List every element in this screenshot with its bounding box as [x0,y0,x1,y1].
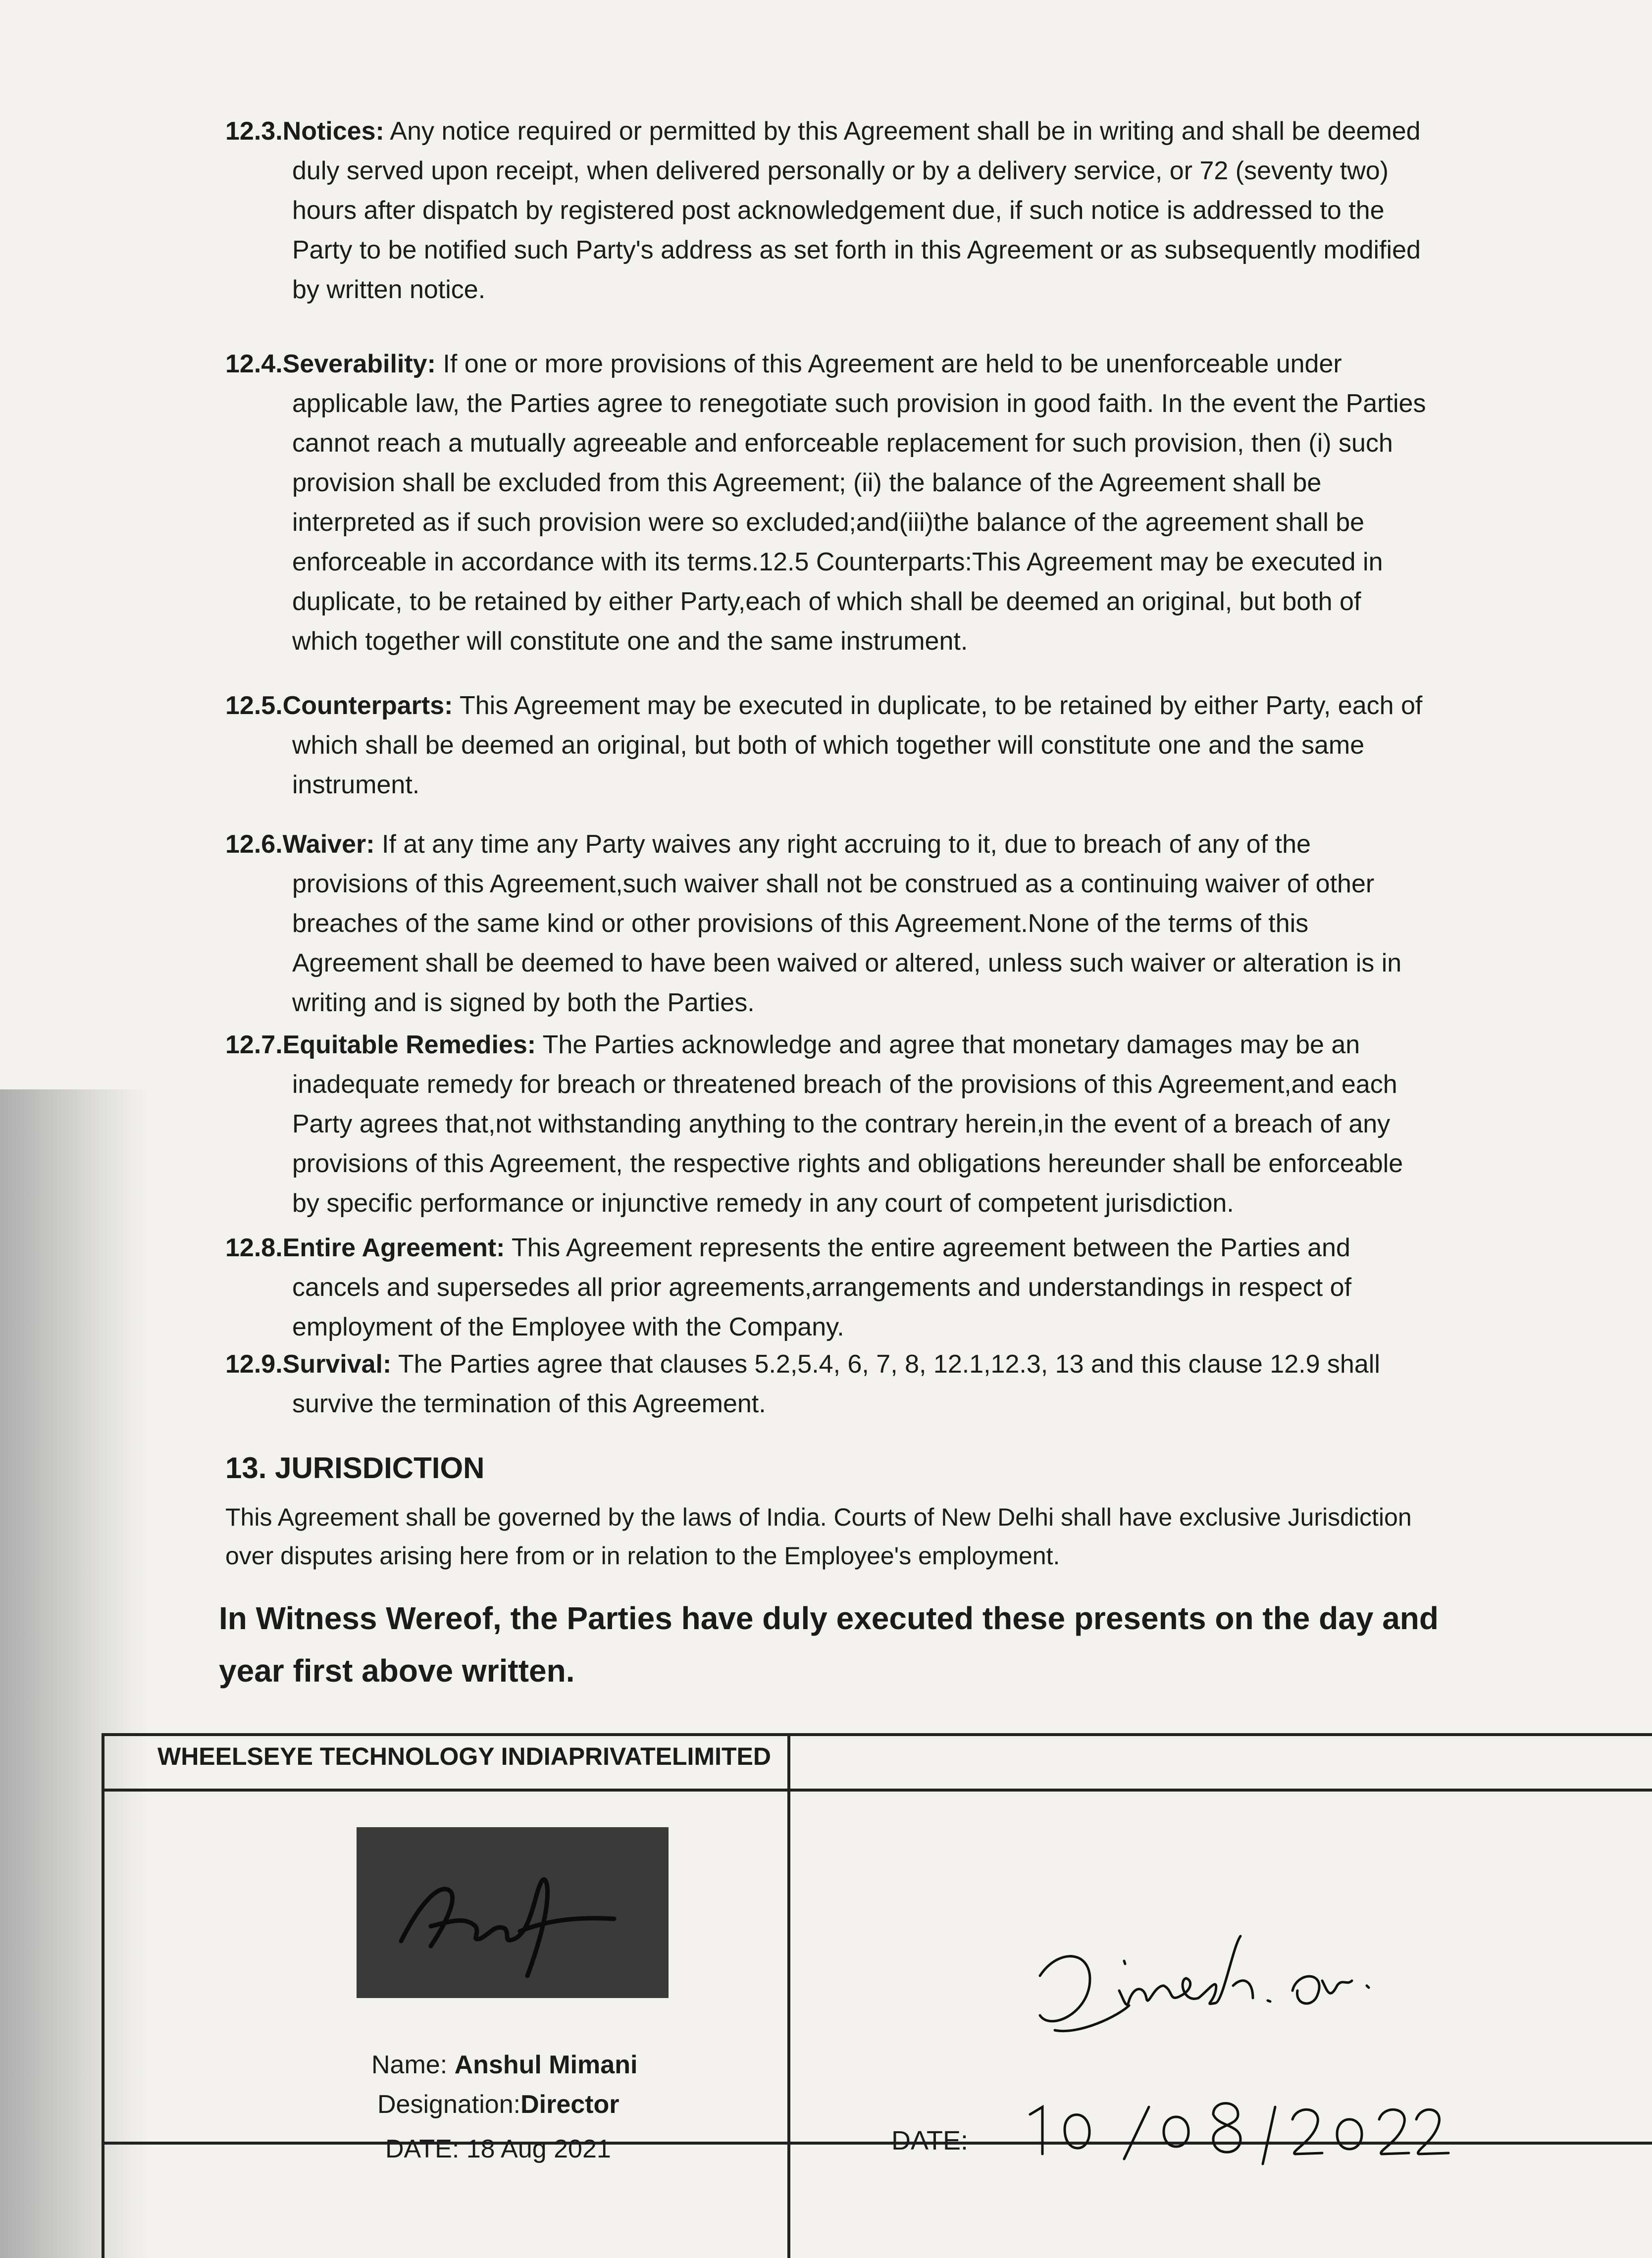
table-divider-top [102,1789,1652,1792]
clause-12-8 [225,1228,1434,1347]
company-name: WHEELSEYE TECHNOLOGY INDIAPRIVATELIMITED [157,1743,771,1770]
clause-text: Any notice required or permitted by this Agreement shall be in writing and shall be deemed duly served upon receipt, when delivered personally or by a delivery service, or 72 (seventy two) hours after dispatch by registered post acknowledgement due, if such notice is addressed to the Party to be notified such Party's address as set forth in this Agreement or as subsequently modified by written notice. [292,117,1421,304]
clause-12-3 [225,111,1434,309]
clause-text: The Parties acknowledge and agree that monetary damages may be an inadequate remedy for breach or threatened breach of the provisions of this Agreement,and each Party agrees that,not withstanding anything to the contrary herein,in the event of a breach of any provisions of this Agreement, the respective rights and obligations hereunder shall be enforceable by specific performance or injunctive remedy in any court of competent jurisdiction. [292,1030,1403,1218]
clause-number: 12.5.Counterparts: [225,691,453,720]
clause-text: The Parties agree that clauses 5.2,5.4, 6, 7, 8, 12.1,12.3, 13 and this clause 12.9 shall survive the termination of this Agreement. [292,1350,1380,1418]
clause-number: 12.6.Waiver: [225,830,375,859]
handwritten-date-icon [1015,2095,1451,2169]
clause-text: This Agreement represents the entire agreement between the Parties and cancels and supersedes all prior agreements,arrangements and understandings in respect of employment of the Employee with the Company. [292,1233,1352,1341]
clause-text: If at any time any Party waives any right accruing to it, due to breach of any of the provisions of this Agreement,such waiver shall not be construed as a continuing waiver of other breaches of the same kind or other provisions of this Agreement.None of the terms of this Agreement shall be deemed to have been waived or altered, unless such waiver or alteration is in writing and is signed by both the Parties. [292,830,1402,1017]
clause-number: 12.4.Severability: [225,350,436,378]
clause-12-6 [225,824,1434,1023]
clause-12-4 [225,344,1434,661]
signature-stamp [357,1827,669,1998]
clause-text: This Agreement may be executed in duplicate, to be retained by either Party, each of which shall be deemed an original, but both of which together will constitute one and the same instrument. [292,691,1423,799]
handwritten-name-icon [1020,1916,1396,2055]
handwritten-signature [1020,1916,1396,2055]
clause-number: 12.8.Entire Agreement: [225,1233,505,1262]
clause-number: 12.7.Equitable Remedies: [225,1030,536,1059]
signature-table [102,1733,1652,2258]
handwritten-date [1015,2095,1451,2169]
clause-text: If one or more provisions of this Agreement are held to be unenforceable under applicable law, the Parties agree to renegotiate such provision in good faith. In the event the Parties cannot reach a mutually agreeable and enforceable replacement for such provision, then (i) such provision shall be excluded from this Agreement; (ii) the balance of the Agreement shall be interpreted as if such provision were so excluded;and(iii)the balance of the agreement shall be enforceable in accordance with its terms.12.5 Counterparts:This Agreement may be executed in duplicate, to be retained by either Party,each of which shall be deemed an original, but both of which together will constitute one and the same instrument. [292,350,1426,656]
witness-statement: In Witness Wereof, the Parties have duly executed these presents on the day and year first above written. [219,1600,1439,1689]
clause-number: 12.9.Survival: [225,1350,392,1379]
date-right-label: DATE: [891,2126,969,2155]
signatory-name: Name: Anshul Mimani [371,2051,638,2079]
signature-icon [357,1827,669,1998]
jurisdiction-heading: 13. JURISDICTION [225,1451,485,1485]
clause-12-5 [225,686,1434,805]
clause-12-9 [225,1344,1434,1424]
signatory-designation: Designation:Director [377,2090,620,2119]
table-divider-vertical [787,1733,790,2258]
jurisdiction-text: This Agreement shall be governed by the laws of India. Courts of New Delhi shall have exclusive Jurisdiction over disputes arising here from or in relation to the Employee's employment. [225,1503,1412,1570]
clause-number: 12.3.Notices: [225,117,384,146]
clause-12-7 [225,1025,1434,1223]
date-left: DATE: 18 Aug 2021 [385,2135,611,2163]
